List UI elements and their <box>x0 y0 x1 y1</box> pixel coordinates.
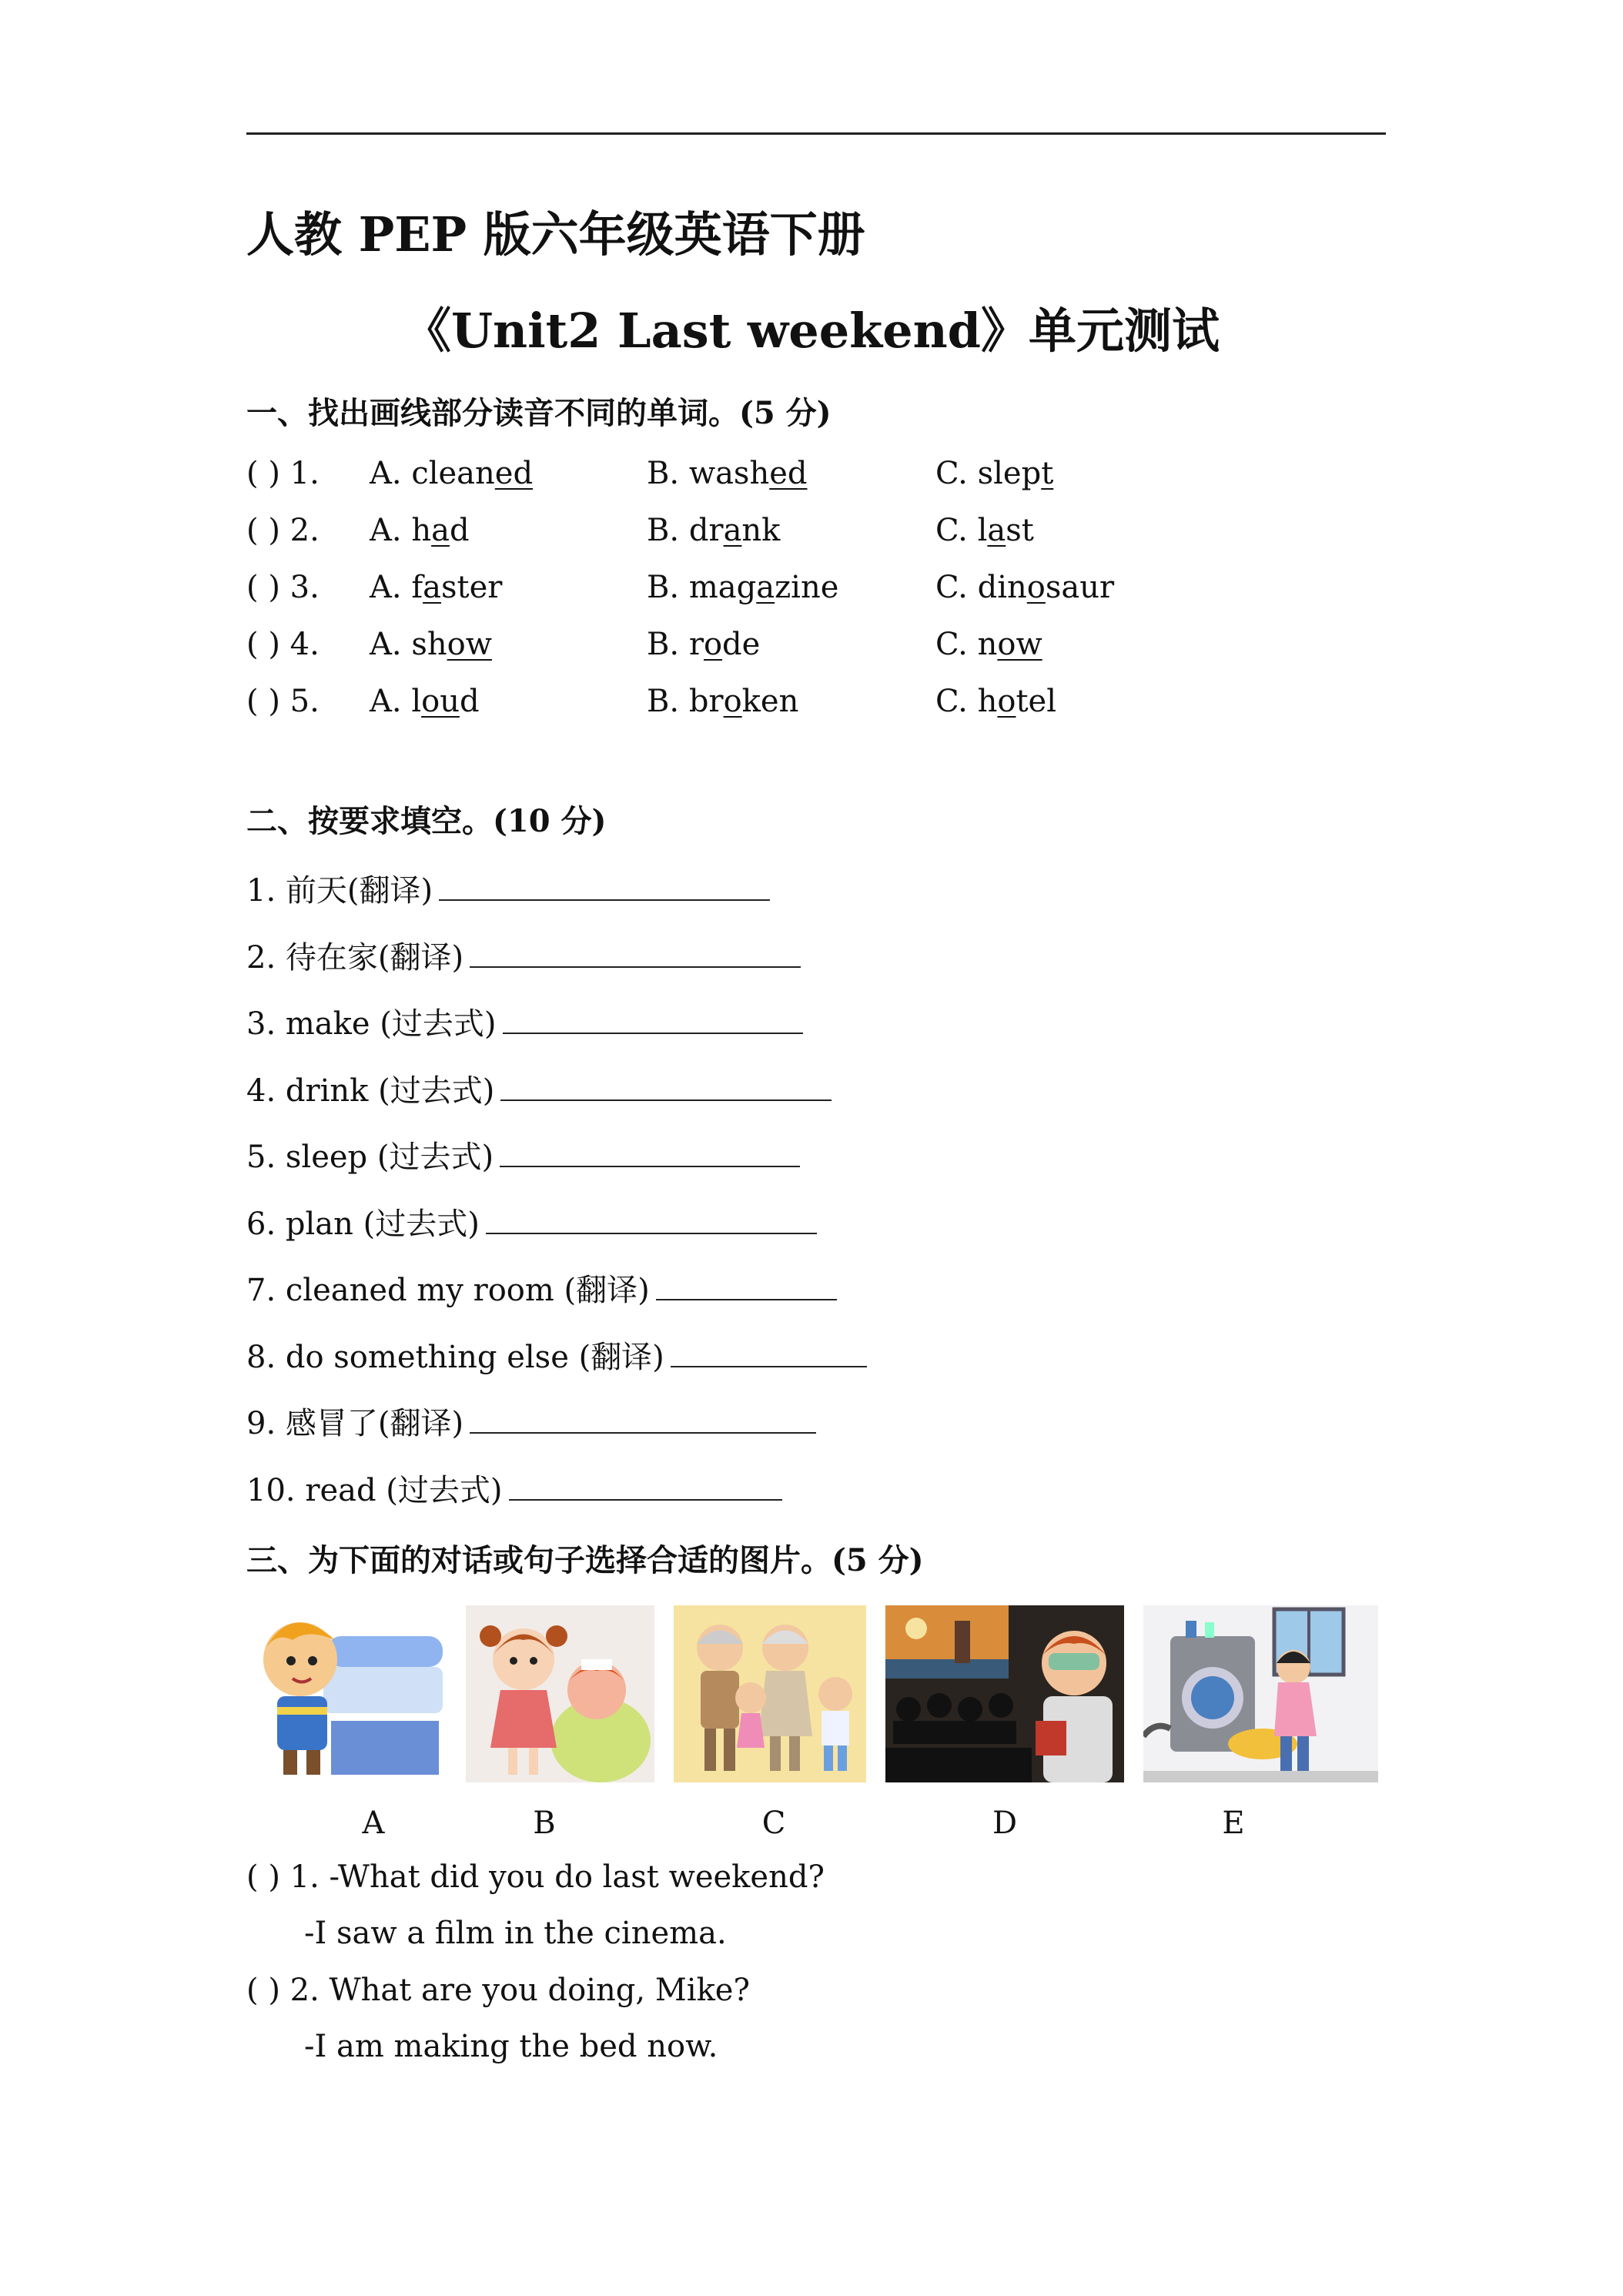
boy-making-bed-icon <box>246 1605 447 1782</box>
page-title: 人教 PEP 版六年级英语下册 <box>246 206 865 263</box>
option-a: A. show <box>370 627 492 662</box>
question-line: ( ) 2. What are you doing, Mike? <box>246 1973 750 2008</box>
fill-in-item: 6. plan (过去式) <box>246 1200 817 1243</box>
answer-line: -I saw a film in the cinema. <box>304 1916 727 1951</box>
underlined-part: o <box>723 684 742 719</box>
option-b: B. rode <box>647 627 761 662</box>
option-b: B. washed <box>647 456 808 491</box>
header-rule <box>246 132 1386 135</box>
underlined-part: ed <box>494 456 534 491</box>
underlined-part: a <box>723 513 742 548</box>
underlined-part: ow <box>447 627 492 662</box>
answer-bracket-row: ( ) 4. <box>246 627 320 662</box>
underlined-part: o <box>703 627 723 662</box>
answer-blank[interactable] <box>470 935 801 968</box>
underlined-part: a <box>756 570 775 605</box>
underlined-part: ow <box>997 627 1042 662</box>
fill-in-item: 2. 待在家(翻译) <box>246 933 801 977</box>
fill-in-item: 8. do something else (翻译) <box>246 1333 867 1377</box>
underlined-part: ed <box>769 456 808 491</box>
cinema-audience-icon <box>885 1605 1124 1782</box>
option-c: C. slept <box>935 456 1054 491</box>
answer-blank[interactable] <box>500 1135 800 1167</box>
underlined-part: a <box>987 513 1006 548</box>
underlined-part: t <box>1041 456 1054 491</box>
option-c: C. hotel <box>935 684 1057 719</box>
picture-label: A <box>362 1806 385 1841</box>
option-b: B. magazine <box>647 570 839 605</box>
answer-blank[interactable] <box>500 1069 832 1101</box>
answer-blank[interactable] <box>671 1335 867 1367</box>
section3-heading: 三、为下面的对话或句子选择合适的图片。(5 分) <box>246 1542 924 1578</box>
fill-in-item: 3. make (过去式) <box>246 999 803 1043</box>
underlined-part: o <box>997 684 1016 719</box>
family-walking-icon <box>674 1605 866 1782</box>
fill-in-item: 7. cleaned my room (翻译) <box>246 1266 837 1310</box>
section2-heading: 二、按要求填空。(10 分) <box>246 803 607 839</box>
answer-bracket-row: ( ) 5. <box>246 684 320 719</box>
option-a: A. had <box>370 513 470 548</box>
answer-bracket-row: ( ) 2. <box>246 513 320 548</box>
picture-label: C <box>761 1806 786 1841</box>
section1-heading: 一、找出画线部分读音不同的单词。(5 分) <box>246 395 832 431</box>
fill-in-item: 4. drink (过去式) <box>246 1066 832 1110</box>
fill-in-item: 10. read (过去式) <box>246 1466 782 1510</box>
underlined-part: a <box>423 570 441 605</box>
answer-blank[interactable] <box>509 1468 782 1501</box>
fill-in-item: 1. 前天(翻译) <box>246 866 770 910</box>
question-line: ( ) 1. -What did you do last weekend? <box>246 1859 825 1895</box>
woman-washing-clothes-icon <box>1143 1605 1378 1782</box>
underlined-part: o <box>1026 570 1046 605</box>
fill-in-item: 5. sleep (过去式) <box>246 1133 800 1176</box>
option-b: B. drank <box>647 513 781 548</box>
answer-blank[interactable] <box>486 1202 817 1234</box>
option-b: B. broken <box>647 684 799 719</box>
picture-label: D <box>992 1806 1018 1841</box>
option-c: C. now <box>935 627 1042 662</box>
picture-label: B <box>533 1806 556 1841</box>
answer-blank[interactable] <box>503 1002 803 1034</box>
fill-in-item: 9. 感冒了(翻译) <box>246 1399 816 1443</box>
underlined-part: ou <box>421 684 460 719</box>
answer-blank[interactable] <box>470 1401 816 1434</box>
option-a: A. loud <box>370 684 480 719</box>
girl-with-sick-child-icon <box>466 1605 654 1782</box>
option-c: C. dinosaur <box>935 570 1115 605</box>
picture-label: E <box>1222 1806 1245 1841</box>
option-a: A. faster <box>370 570 503 605</box>
answer-bracket-row: ( ) 1. <box>246 456 320 491</box>
answer-blank[interactable] <box>656 1268 837 1300</box>
underlined-part: a <box>431 513 450 548</box>
answer-bracket-row: ( ) 3. <box>246 570 320 605</box>
option-a: A. cleaned <box>370 456 534 491</box>
option-c: C. last <box>935 513 1034 548</box>
page-subtitle: 《Unit2 Last weekend》单元测试 <box>403 303 1220 359</box>
answer-blank[interactable] <box>439 869 770 901</box>
answer-line: -I am making the bed now. <box>304 2029 718 2064</box>
